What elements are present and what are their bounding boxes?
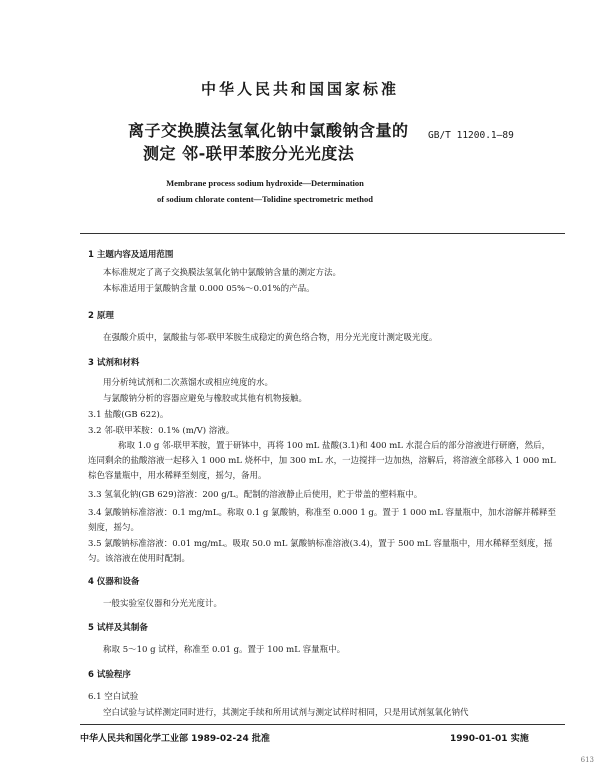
item-3-5: 3.5 氯酸钠标准溶液：0.01 mg/mL。吸取 50.0 mL 氯酸钠标准溶液(3.4)，置于 500 mL 容量瓶中，用水稀释至刻度，摇匀。该溶液在使用时配制。 — [88, 539, 553, 564]
item-3-2: 3.2 邻-联甲苯胺：0.1% (m/V) 溶液。 — [88, 426, 235, 436]
implementation-date: 1990-01-01 实施 — [450, 734, 529, 744]
approval-line: 中华人民共和国化学工业部 1989-02-24 批准 — [80, 734, 270, 744]
title-line-2: 测定 邻-联甲苯胺分光光度法 — [143, 144, 355, 163]
section-3-paragraph-2: 与氯酸钠分析的容器应避免与橡胶或其他有机物接触。 — [103, 394, 308, 404]
bottom-divider — [80, 724, 565, 725]
section-1-paragraph-1: 本标准规定了离子交换膜法氢氧化钠中氯酸钠含量的测定方法。 — [103, 268, 342, 278]
section-1-paragraph-2: 本标准适用于氯酸钠含量 0.000 05%～0.01%的产品。 — [103, 284, 315, 294]
page-number: 613 — [580, 756, 594, 764]
top-divider — [80, 233, 565, 234]
section-5-paragraph-1: 称取 5～10 g 试样，称准至 0.01 g。置于 100 mL 容量瓶中。 — [103, 645, 346, 655]
item-6-1-body: 空白试验与试样测定同时进行，其测定手续和所用试剂与测定试样时相同，只是用试剂氢氧化钠代 — [103, 708, 469, 718]
item-3-3: 3.3 氢氧化钠(GB 629)溶液：200 g/L。配制的溶液静止后使用，贮于带盖的塑料瓶中。 — [88, 490, 423, 500]
section-4-heading: 4 仪器和设备 — [88, 577, 140, 587]
section-4-paragraph-1: 一般实验室仪器和分光光度计。 — [103, 599, 223, 609]
section-2-paragraph-1: 在强酸介质中，氯酸盐与邻-联甲苯胺生成稳定的黄色络合物，用分光光度计测定吸光度。 — [103, 333, 438, 343]
english-title-line-1: Membrane process sodium hydroxide—Determination — [166, 178, 364, 188]
item-6-1: 6.1 空白试验 — [88, 692, 139, 702]
section-3-paragraph-1: 用分析纯试剂和二次蒸馏水或相应纯度的水。 — [103, 378, 274, 388]
standard-header: 中华人民共和国国家标准 — [200, 80, 399, 98]
english-title-line-2: of sodium chlorate content—Tolidine spectrometric method — [156, 194, 374, 204]
section-3-heading: 3 试剂和材料 — [88, 358, 140, 368]
item-3-1: 3.1 盐酸(GB 622)。 — [88, 410, 169, 420]
section-1-heading: 1 主题内容及适用范围 — [88, 250, 174, 260]
item-3-4: 3.4 氯酸钠标准溶液：0.1 mg/mL。称取 0.1 g 氯酸钠，称准至 0.000 1 g。置于 1 000 mL 容量瓶中，加水溶解并稀释至刻度，摇匀。 — [88, 508, 557, 533]
title-line-1: 离子交换膜法氢氧化钠中氯酸钠含量的 — [128, 121, 409, 140]
section-6-heading: 6 试验程序 — [88, 670, 131, 680]
item-3-2-body: 称取 1.0 g 邻-联甲苯胺，置于研钵中，再将 100 mL 盐酸(3.1)和 400 mL 水混合后的部分溶液进行研磨，然后，连同剩余的盐酸溶液一起移入 1 000 mL 烧杯中，加 300 mL 水，一边搅拌一边加热，溶解后，将溶液全部移入 1 000 mL 棕色容量瓶中，用水稀释至刻度，摇匀，备用。 — [88, 441, 556, 481]
standard-number: GB/T 11200.1—89 — [428, 130, 514, 141]
section-2-heading: 2 原理 — [88, 311, 114, 321]
section-5-heading: 5 试样及其制备 — [88, 623, 148, 633]
